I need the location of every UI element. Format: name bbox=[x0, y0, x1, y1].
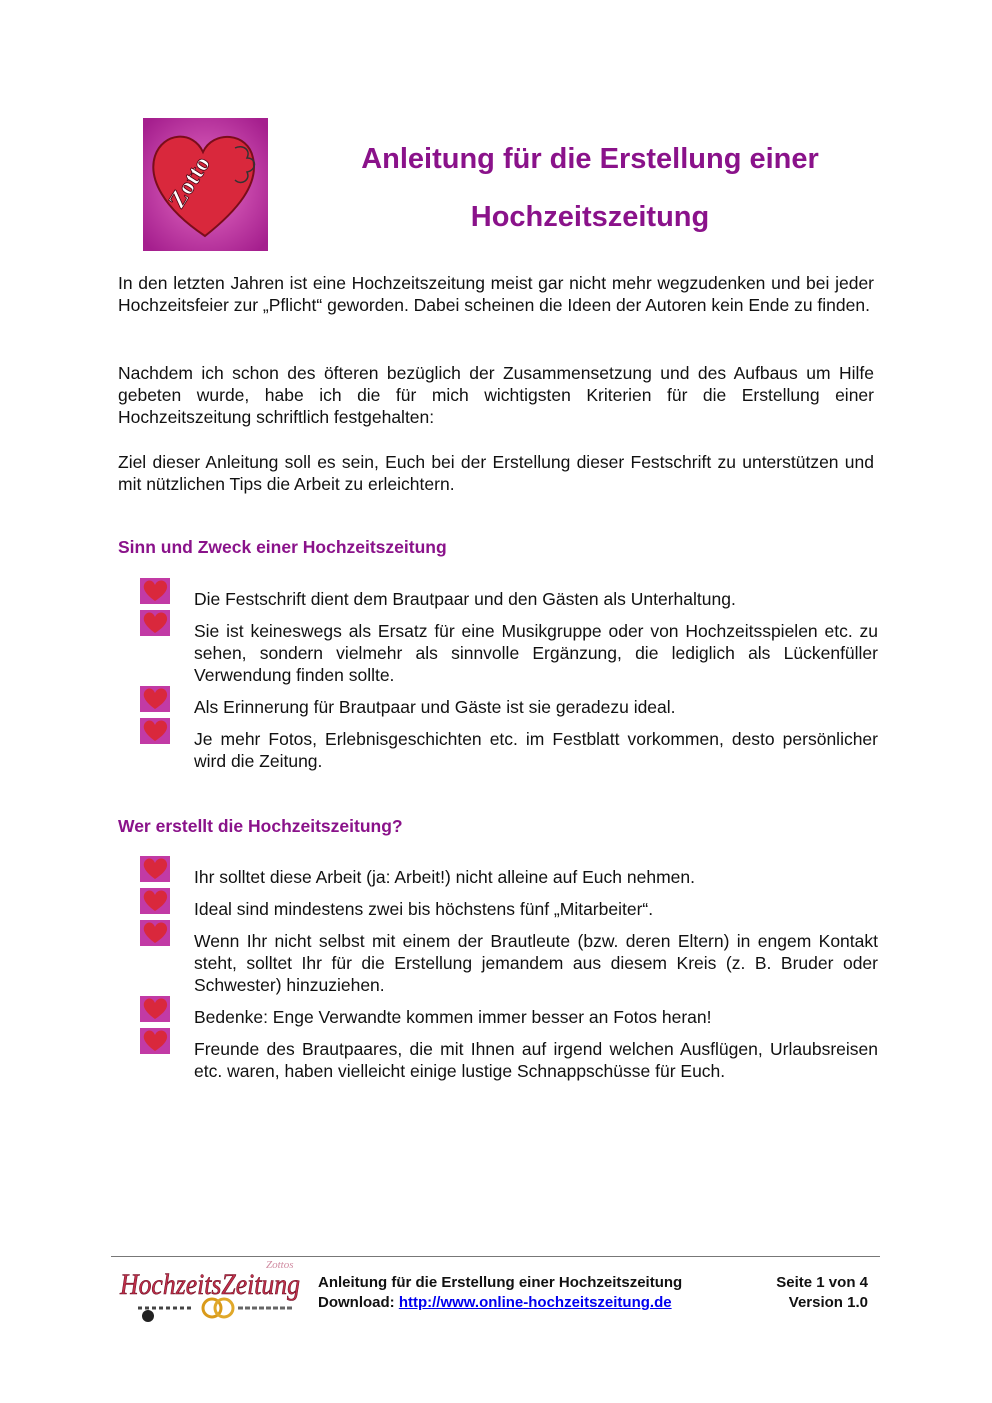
footer-logo-text: HochzeitsZeitung bbox=[119, 1268, 301, 1301]
heart-bullet-icon bbox=[138, 609, 174, 637]
heart-bullet-icon bbox=[138, 717, 174, 745]
heart-bullet-icon bbox=[138, 919, 174, 947]
list-item: Ideal sind mindestens zwei bis höchstens fünf „Mitarbeiter“. bbox=[138, 898, 878, 920]
heart-bullet-icon bbox=[138, 855, 174, 883]
footer-info bbox=[318, 1273, 682, 1313]
bullet-list-purpose bbox=[138, 588, 878, 772]
list-item: Als Erinnerung für Brautpaar und Gäste ist sie geradezu ideal. bbox=[138, 696, 878, 718]
version-label: Version 1.0 bbox=[788, 1294, 868, 1311]
footer-page-info bbox=[776, 1273, 868, 1313]
heart-bullet-icon bbox=[138, 995, 174, 1023]
intro-paragraph-2: Nachdem ich schon des öfteren bezüglich der Zusammensetzung und des Aufbaus um Hilfe gebeten wurde, habe ich die für mich wichtigsten Kriterien für die Erstellung einer Hochzeitszeitung schriftlich festgehalten: bbox=[118, 363, 874, 427]
heart-bullet-icon bbox=[138, 685, 174, 713]
footer-download bbox=[318, 1293, 682, 1313]
page-title bbox=[300, 130, 880, 246]
section-heading-authors: Wer erstellt die Hochzeitszeitung? bbox=[118, 816, 403, 836]
download-link[interactable]: http://www.online-hochzeitszeitung.de bbox=[398, 1294, 672, 1311]
list-item: Je mehr Fotos, Erlebnisgeschichten etc. im Festblatt vorkommen, desto persönlicher wird die Zeitung. bbox=[138, 728, 878, 772]
logo-text: Zotto bbox=[164, 151, 216, 214]
footer-download-label: Download: bbox=[318, 1294, 395, 1311]
list-item: Ihr solltet diese Arbeit (ja: Arbeit!) nicht alleine auf Euch nehmen. bbox=[138, 866, 878, 888]
heart-bullet-icon bbox=[138, 887, 174, 915]
list-item: Bedenke: Enge Verwandte kommen immer besser an Fotos heran! bbox=[138, 1006, 878, 1028]
heart-bullet-icon bbox=[138, 577, 174, 605]
footer-doc-title: Anleitung für die Erstellung einer Hochzeitszeitung bbox=[318, 1274, 683, 1291]
intro-paragraph-3: Ziel dieser Anleitung soll es sein, Euch bei der Erstellung dieser Festschrift zu unterstützen und mit nützlichen Tips die Arbeit zu erleichtern. bbox=[118, 452, 874, 494]
bullet-list-authors bbox=[138, 866, 878, 1082]
zotto-heart-logo bbox=[143, 118, 268, 251]
list-item: Die Festschrift dient dem Brautpaar und den Gästen als Unterhaltung. bbox=[138, 588, 878, 610]
list-item: Sie ist keineswegs als Ersatz für eine Musikgruppe oder von Hochzeitsspielen etc. zu sehen, sondern vielmehr als sinnvolle Ergänzung, die lediglich als Lückenfüller Verwendung finden sollte. bbox=[138, 620, 878, 686]
title-line-2: Hochzeitszeitung bbox=[470, 201, 710, 233]
footer-divider bbox=[111, 1256, 880, 1257]
page-number: Seite 1 von 4 bbox=[776, 1274, 868, 1291]
title-line-1: Anleitung für die Erstellung einer bbox=[361, 143, 819, 175]
heart-bullet-icon bbox=[138, 1027, 174, 1055]
hochzeitszeitung-footer-logo bbox=[118, 1258, 306, 1328]
intro-paragraph-1: In den letzten Jahren ist eine Hochzeitszeitung meist gar nicht mehr wegzudenken und bei jeder Hochzeitsfeier zur „Pflicht“ geworden. Dabei scheinen die Ideen der Autoren kein Ende zu finden. bbox=[118, 273, 874, 315]
list-item: Freunde des Brautpaares, die mit Ihnen auf irgend welchen Ausflügen, Urlaubsreisen etc. waren, haben vielleicht einige lustige Schnappschüsse für Euch. bbox=[138, 1038, 878, 1082]
footer-logo-sub: Zottos bbox=[266, 1259, 294, 1271]
section-heading-purpose: Sinn und Zweck einer Hochzeitszeitung bbox=[118, 537, 447, 557]
list-item: Wenn Ihr nicht selbst mit einem der Brautleute (bzw. deren Eltern) in engem Kontakt steht, solltet Ihr für die Erstellung jemandem aus diesem Kreis (z. B. Bruder oder Schwester) hinzuziehen. bbox=[138, 930, 878, 996]
